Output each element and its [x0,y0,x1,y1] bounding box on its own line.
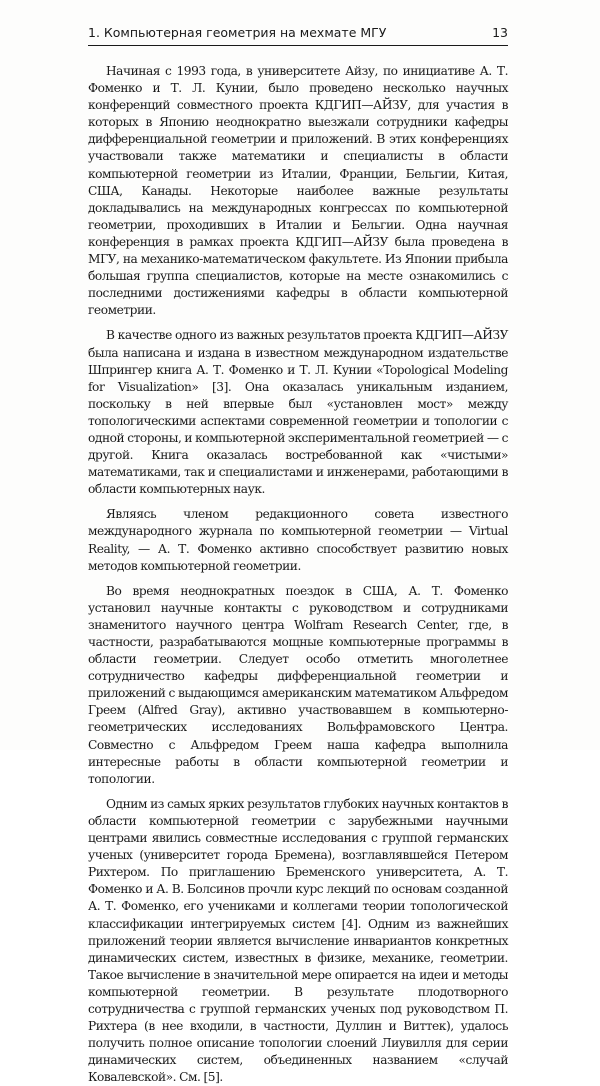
header-rule [88,45,508,46]
paragraph-aizu-conferences: Начиная с 1993 года, в университете Айзу, по инициативе А. Т. Фоменко и Т. Л. Кунии, было проведено несколько научных конференций совместного проекта КДГИП—АЙЗУ, для участия в которых в Японию неоднократно выезжали сотрудники кафедры дифференциальной геометрии и приложений. В этих конференциях участвовали также математики и специалисты в области компьютерной геометрии из Италии, Франции, Бельгии, Китая, США, Канады. Некоторые наиболее важные результаты докладывались на международных конгрессах по компьютерной геометрии, проходивших в Италии и Бельгии. Одна научная конференция в рамках проекта КДГИП—АЙЗУ была проведена в МГУ, на механико-математическом факультете. Из Японии прибыла большая группа специалистов, которые на месте ознакомились с последними достижениями кафедры в области компьютерной геометрии. [88,64,508,318]
paragraph-wolfram-research: Во время неоднократных поездок в США, А. Т. Фоменко установил научные контакты с руководством и сотрудниками знаменитого научного центра Wolfram Research Center, где, в частности, разрабатываются мощные компьютерные программы в области геометрии. Следует особо отметить многолетнее сотрудничество кафедры дифференциальной геометрии и приложений с выдающимся американским математиком Альфредом Греем (Alfred Gray), активно участвовавшем в компьютерно-геометрических исследованиях Вольфрамовского Центра. Совместно с Альфредом Греем наша кафедра выполнила интересные работы в области компьютерной геометрии и топологии. [88,583,508,786]
body-text [88,63,508,1086]
paragraph-virtual-reality: Являясь членом редакционного совета известного международного журнала по компьютерной геометрии — Virtual Reality, — А. Т. Фоменко активно способствует развитию новых методов компьютерной геометрии. [88,507,508,573]
paragraph-springer-book: В качестве одного из важных результатов проекта КДГИП—АЙЗУ была написана и издана в известном международном издательстве Шпрингер книга А. Т. Фоменко и Т. Л. Кунии «Topological Modeling for Visualization» [3]. Она оказалась уникальным изданием, поскольку в ней впервые был «установлен мост» между топологическими аспектами современной геометрии и топологии с одной стороны, и компьютерной экспериментальной геометрией — с другой. Книга оказалась востребованной как «чистыми» математиками, так и специалистами и инженерами, работающими в области компьютерных наук. [88,328,508,497]
paragraph-bremen-collaboration: Одним из самых ярких результатов глубоких научных контактов в области компьютерной геометрии с зарубежными научными центрами явились совместные исследования с группой германских ученых (университет города Бремена), возглавлявшейся Петером Рихтером. По приглашению Бременского университета, А. Т. Фоменко и А. В. Болсинов прочли курс лекций по основам созданной А. Т. Фоменко, его учениками и коллегами теории топологической классификации интегрируемых систем [4]. Одним из важнейших приложений теории является вычисление инвариантов конкретных динамических систем, известных в физике, механике, геометрии. Такое вычисление в значительной мере опирается на идеи и методы компьютерной геометрии. В результате плодотворного сотрудничества с группой германских ученых под руководством П. Рихтера (в нее входили, в частности, Дуллин и Виттек), удалось получить полное описание топологии слоений Лиувилля для серии динамических систем, объединенных названием «случай Ковалевской». См. [5]. [88,796,508,1085]
chapter-title: 1. Компьютерная геометрия на мехмате МГУ [88,25,387,40]
running-head [88,23,508,43]
page-number: 13 [492,25,508,40]
